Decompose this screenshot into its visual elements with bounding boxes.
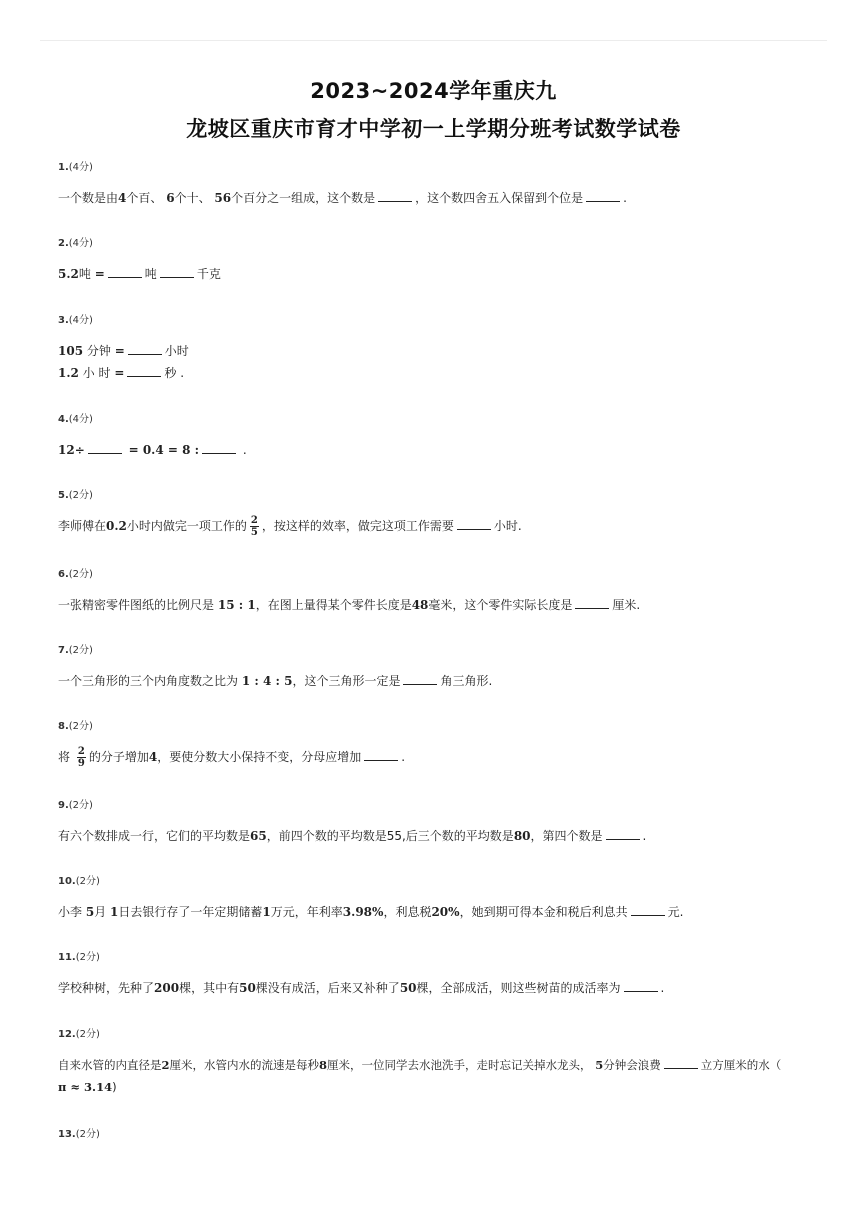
question-score: (2分): [68, 569, 93, 580]
question-4: [58, 410, 818, 461]
question-score: (2分): [75, 952, 100, 963]
answer-blank[interactable]: [364, 748, 398, 761]
answer-blank[interactable]: [202, 441, 236, 454]
exam-title-line-2: 龙坡区重庆市育才中学初一上学期分班考试数学试卷: [186, 117, 681, 141]
answer-blank[interactable]: [128, 342, 162, 355]
question-body: 一张精密零件图纸的比例尺是 15 : 1，在图上量得某个零件长度是48毫米，这个零件实际长度是 厘米.: [58, 598, 641, 612]
question-3: [58, 311, 818, 384]
question-11: [58, 948, 818, 999]
question-13: [58, 1125, 818, 1140]
question-score: (4分): [68, 162, 93, 173]
question-7: [58, 641, 818, 692]
question-header: [58, 1125, 818, 1140]
question-number: 1.: [58, 162, 69, 173]
question-8: [58, 717, 818, 769]
answer-blank[interactable]: [378, 189, 412, 202]
question-score: (2分): [75, 876, 100, 887]
question-number: 8.: [58, 721, 69, 732]
question-score: (2分): [75, 1029, 100, 1040]
question-number: 2.: [58, 238, 69, 249]
question-number: 13.: [58, 1129, 76, 1140]
question-5: [58, 486, 818, 538]
answer-blank[interactable]: [457, 517, 491, 530]
answer-blank[interactable]: [664, 1056, 698, 1069]
question-header: [58, 565, 818, 580]
answer-blank[interactable]: [575, 596, 609, 609]
question-body: 将 $\frac{2}{9}$ 的分子增加4，要使分数大小保持不变，分母应增加 .: [58, 746, 406, 769]
answer-blank[interactable]: [606, 827, 640, 840]
question-header: [58, 872, 818, 887]
question-body: 5.2吨 = 吨 千克: [58, 267, 221, 281]
question-body: 小李 5月 1日去银行存了一年定期储蓄1万元，年利率3.98%，利息税20%，她到期可得本金和税后利息共 元.: [58, 905, 684, 919]
question-2: [58, 234, 818, 285]
question-number: 9.: [58, 800, 69, 811]
question-header: [58, 158, 818, 173]
question-score: (2分): [68, 721, 93, 732]
question-9: [58, 796, 818, 847]
question-number: 6.: [58, 569, 69, 580]
question-score: (4分): [68, 315, 93, 326]
question-number: 11.: [58, 952, 76, 963]
question-10: [58, 872, 818, 923]
question-header: [58, 717, 818, 732]
question-header: [58, 641, 818, 656]
question-number: 3.: [58, 315, 69, 326]
exam-title-line-1: 2023~2024学年重庆九: [310, 79, 557, 103]
fraction: $\frac{2}{5}$: [250, 515, 258, 538]
question-score: (4分): [68, 238, 93, 249]
answer-blank[interactable]: [631, 903, 665, 916]
answer-blank[interactable]: [403, 672, 437, 685]
answer-blank[interactable]: [127, 364, 161, 377]
question-number: 5.: [58, 490, 69, 501]
answer-blank[interactable]: [108, 265, 142, 278]
question-header: [58, 796, 818, 811]
question-number: 12.: [58, 1029, 76, 1040]
question-score: (2分): [68, 490, 93, 501]
question-score: (2分): [68, 800, 93, 811]
question-score: (2分): [68, 645, 93, 656]
question-body: 一个三角形的三个内角度数之比为 1 : 4 : 5，这个三角形一定是 角三角形.: [58, 674, 493, 688]
question-body: 一个数是由4个百、 6个十、 56个百分之一组成，这个数是 ，这个数四舍五入保留到个位是 .: [58, 191, 627, 205]
question-body: 学校种树，先种了200棵，其中有50棵没有成活，后来又补种了50棵，全部成活，则这些树苗的成活率为 .: [58, 981, 665, 995]
question-body: 自来水管的内直径是2厘米，水管内水的流速是每秒8厘米，一位同学去水池洗手，走时忘记关掉水龙头， 5分钟会浪费 立方厘米的水（ π ≈ 3.14): [58, 1058, 782, 1094]
question-header: [58, 234, 818, 249]
question-number: 10.: [58, 876, 76, 887]
answer-blank[interactable]: [624, 979, 658, 992]
question-header: [58, 1025, 818, 1040]
question-header: [58, 311, 818, 326]
top-divider: [40, 40, 827, 41]
answer-blank[interactable]: [88, 441, 122, 454]
question-header: [58, 410, 818, 425]
question-1: [58, 158, 818, 209]
question-6: [58, 565, 818, 616]
question-header: [58, 486, 818, 501]
question-12: [58, 1025, 818, 1098]
question-body: 有六个数排成一行，它们的平均数是65，前四个数的平均数是55,后三个数的平均数是80，第四个数是 .: [58, 829, 647, 843]
question-score: (4分): [68, 414, 93, 425]
answer-blank[interactable]: [160, 265, 194, 278]
question-body: 李师傅在0.2小时内做完一项工作的 $\frac{2}{5}$ ，按这样的效率，做完这项工作需要 小时.: [58, 515, 522, 538]
fraction: $\frac{2}{9}$: [77, 746, 85, 769]
question-number: 7.: [58, 645, 69, 656]
question-body: 12÷ = 0.4 = 8 : .: [58, 443, 247, 457]
answer-blank[interactable]: [586, 189, 620, 202]
question-body: 105 分钟 = 小时 1.2 小 时 = 秒 .: [58, 344, 189, 380]
question-header: [58, 948, 818, 963]
question-number: 4.: [58, 414, 69, 425]
question-score: (2分): [75, 1129, 100, 1140]
